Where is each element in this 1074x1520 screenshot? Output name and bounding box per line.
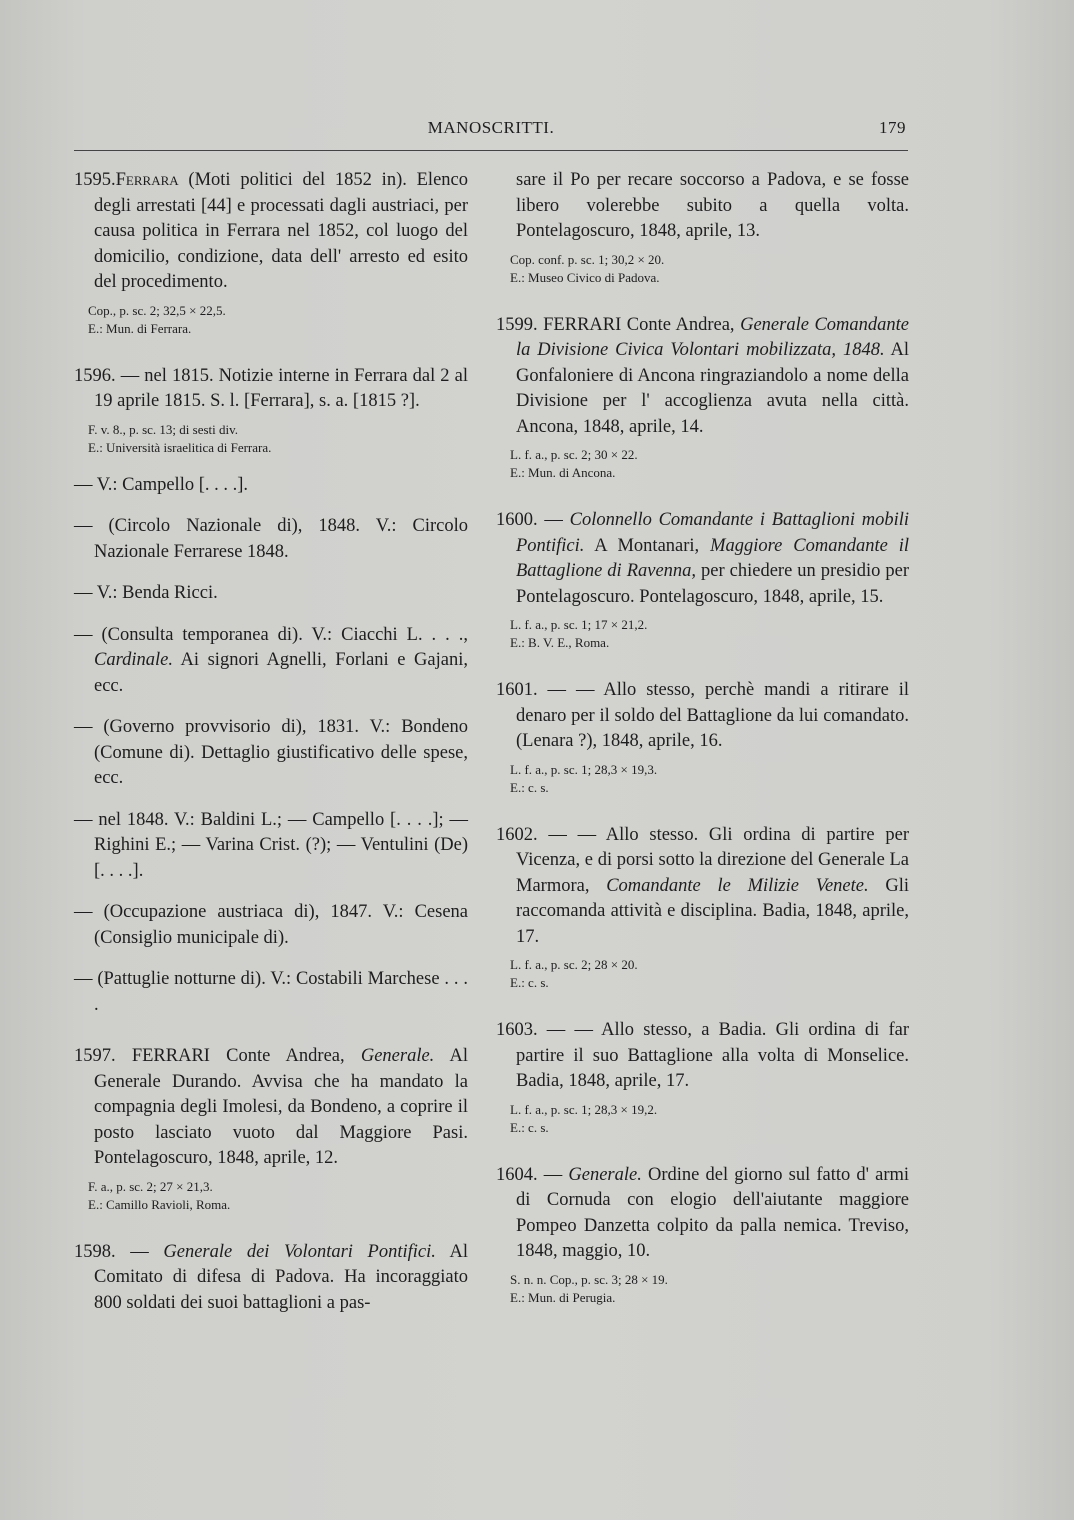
- entry-gap: [496, 797, 909, 823]
- meta-owner: E.: Museo Civico di Padova.: [510, 269, 660, 285]
- catalog-entry: [496, 508, 909, 610]
- entry-text: FERRARI Conte Andrea,: [537, 314, 741, 335]
- entry-italic: Generale dei Volontari Pontifici.: [163, 1241, 436, 1262]
- entry-gap: [74, 1018, 468, 1044]
- entry-number: 1604.: [496, 1164, 538, 1185]
- meta-description: L. f. a., p. sc. 1; 28,3 × 19,2.: [510, 1101, 658, 1117]
- entry-gap: [74, 884, 468, 900]
- entry-heading: Ferrara: [115, 170, 179, 190]
- catalog-entry: [74, 1240, 468, 1317]
- entry-gap: [74, 951, 468, 967]
- meta-owner: E.: Camillo Ravioli, Roma.: [88, 1196, 231, 1212]
- entry-gap: [496, 482, 909, 508]
- entry-text: — (Occupazione austriaca di), 1847. V.: Cesena (Consiglio municipale di).: [74, 902, 468, 948]
- entry-text: per chiedere un presidio per Pontelagoscuro. Pontelagoscuro, 1848, aprile, 15.: [516, 561, 909, 607]
- entry-text: — nel 1848. V.: Baldini L.; — Campello [. . . .]; — Righini E.; — Varina Crist. (?); — Ventulini (De) [. . . .].: [74, 809, 468, 881]
- entry-gap: [496, 1137, 909, 1163]
- entry-gap: [74, 699, 468, 715]
- entry-gap: [74, 792, 468, 808]
- entry-text: FERRARI Conte Andrea,: [115, 1046, 361, 1066]
- entry-italic: Colonnello Comandante i Battaglioni mobili Pontifici.: [516, 510, 909, 556]
- entry-italic: Generale.: [568, 1164, 642, 1185]
- entry-text: — (Circolo Nazionale di), 1848. V.: Circolo Nazionale Ferrarese 1848.: [74, 516, 468, 562]
- entry-text: A Montanari,: [584, 535, 711, 556]
- entry-number: 1598.: [74, 1241, 116, 1262]
- entry-text: — nel 1815. Notizie interne in Ferrara dal 2 al 19 aprile 1815. S. l. [Ferrara], s. a. [1815 ?].: [94, 365, 468, 411]
- entry-italic: Generale.: [360, 1046, 435, 1066]
- page-header: [74, 118, 908, 140]
- entry-number: 1600.: [496, 510, 538, 530]
- meta-description: F. a., p. sc. 2; 27 × 21,3.: [88, 1178, 213, 1194]
- catalog-entry: [74, 1044, 468, 1172]
- catalog-entry: [496, 168, 909, 245]
- sub-entry: [74, 581, 468, 607]
- entry-text: Al Comitato di difesa di Padova. Ha incoraggiato 800 soldati dei suoi battaglioni a pas-: [94, 1241, 468, 1313]
- entry-gap: [74, 498, 468, 514]
- sub-entry: [74, 514, 468, 565]
- catalog-entry: [496, 313, 909, 441]
- entry-gap: [74, 607, 468, 623]
- entry-text: — (Pattuglie notturne di). V.: Costabili Marchese . . . .: [74, 969, 468, 1015]
- meta-description: L. f. a., p. sc. 2; 30 × 22.: [510, 447, 638, 462]
- catalog-entry: [496, 823, 909, 951]
- catalog-entry: [74, 168, 468, 296]
- meta-owner: E.: Università israelitica di Ferrara.: [88, 439, 272, 455]
- entry-text: — V.: Benda Ricci.: [74, 583, 218, 603]
- entry-text: Al Gonfaloniere di Ancona ringraziandolo a nome della Divisione per l' accoglienza avuta nella città. Ancona, 1848, aprile, 14.: [516, 340, 909, 437]
- entry-meta: [496, 1101, 909, 1137]
- meta-owner: E.: Mun. di Ancona.: [510, 465, 616, 480]
- meta-description: S. n. n. Cop., p. sc. 3; 28 × 19.: [510, 1271, 668, 1287]
- entry-text: — V.: Campello [. . . .].: [74, 474, 249, 495]
- header-rule: [74, 150, 908, 151]
- entry-gap: [74, 1214, 468, 1240]
- entry-text: Ordine del giorno sul fatto d' armi di Cornuda con elogio dell'aiutante maggiore Pompeo Danzetta colpito da palla nemica. Treviso, 1848, maggio, 10.: [516, 1164, 910, 1261]
- entry-italic: Comandante le Milizie Venete.: [606, 875, 869, 896]
- entry-text: — — Allo stesso, a Badia. Gli ordina di far partire il suo Battaglione alla volta di Monselice. Badia, 1848, aprile, 17.: [516, 1020, 909, 1091]
- catalog-entry: [496, 1163, 909, 1265]
- entry-text: — (Consulta temporanea di). V.: Ciacchi L. . . .,: [74, 624, 468, 645]
- meta-owner: E.: c. s.: [510, 1119, 549, 1135]
- entry-text: Gli raccomanda attività e disciplina. Badia, 1848, aprile, 17.: [516, 875, 909, 947]
- right-column: [496, 168, 909, 1307]
- entry-italic: Cardinale.: [94, 650, 173, 670]
- entry-italic: Maggiore Comandante il Battaglione di Ravenna,: [516, 535, 909, 581]
- entry-text: —: [537, 510, 570, 530]
- catalog-entry: [496, 1018, 909, 1095]
- meta-owner: E.: B. V. E., Roma.: [510, 635, 610, 650]
- entry-meta: [74, 1178, 468, 1214]
- entry-number: 1602.: [496, 824, 538, 845]
- entry-meta: [496, 761, 909, 797]
- entry-number: 1595.: [74, 170, 116, 190]
- sub-entry: [74, 808, 468, 885]
- entry-number: 1601.: [496, 680, 538, 700]
- meta-owner: E.: Mun. di Ferrara.: [88, 320, 192, 336]
- meta-description: Cop. conf. p. sc. 1; 30,2 × 20.: [510, 251, 665, 267]
- entry-meta: [496, 1271, 909, 1307]
- entry-text: Al Generale Durando. Avvisa che ha mandato la compagnia degli Imolesi, da Bondeno, a coprire il posto lasciato vuoto dal Maggiore Pasi. Pontelagoscuro, 1848, aprile, 12.: [94, 1046, 469, 1168]
- entry-italic: Generale Comandante la Divisione Civica Volontari mobilizzata, 1848.: [516, 314, 909, 360]
- entry-meta: [496, 446, 909, 482]
- entry-meta: [496, 251, 909, 287]
- sub-entry: [74, 900, 468, 951]
- entry-text: — — Allo stesso, perchè mandi a ritirare il denaro per il soldo del Battaglione da lui comandato. (Lenara ?), 1848, aprile, 16.: [516, 680, 909, 751]
- entry-number: 1603.: [496, 1020, 538, 1040]
- meta-owner: E.: Mun. di Perugia.: [510, 1289, 616, 1305]
- catalog-entry: [496, 678, 909, 755]
- entry-gap: [74, 338, 468, 364]
- entry-text: (Moti politici del 1852 in). Elenco degli arrestati [44] e processati dagli austriaci, per causa politica in Ferrara nel 1852, col luogo del domicilio, condizione, data dell' arresto ed esito del procedimento.: [94, 170, 468, 292]
- entry-gap: [496, 652, 909, 678]
- meta-owner: E.: c. s.: [510, 975, 549, 990]
- sub-entry: [74, 623, 468, 700]
- running-title: MANOSCRITTI.: [427, 118, 555, 137]
- left-column: [74, 168, 468, 1316]
- meta-description: F. v. 8., p. sc. 13; di sesti div.: [88, 421, 239, 437]
- meta-description: L. f. a., p. sc. 1; 17 × 21,2.: [510, 617, 648, 632]
- entry-text: — (Governo provvisorio di), 1831. V.: Bondeno (Comune di). Dettaglio giustificativo delle spese, ecc.: [74, 717, 468, 788]
- entry-meta: [496, 616, 909, 652]
- page-number: 179: [879, 118, 906, 137]
- entry-meta: [74, 421, 468, 457]
- entry-number: 1597.: [74, 1046, 116, 1066]
- sub-entry: [74, 473, 468, 499]
- entry-number: 1599.: [496, 314, 538, 335]
- entry-gap: [496, 992, 909, 1018]
- entry-text: sare il Po per recare soccorso a Padova, e se fosse libero volerebbe subito a quella volta. Pontelagoscuro, 1848, aprile, 13.: [516, 170, 909, 241]
- entry-gap: [74, 457, 468, 473]
- sub-entry: [74, 715, 468, 792]
- meta-description: Cop., p. sc. 2; 32,5 × 22,5.: [88, 302, 226, 318]
- meta-description: L. f. a., p. sc. 2; 28 × 20.: [510, 957, 638, 972]
- entry-text: Ai signori Agnelli, Forlani e Gajani, ecc.: [94, 650, 468, 696]
- meta-owner: E.: c. s.: [510, 779, 549, 795]
- entry-meta: [74, 302, 468, 338]
- catalog-entry: [74, 364, 468, 415]
- entry-text: — — Allo stesso. Gli ordina di partire per Vicenza, e di porsi sotto la direzione del Generale La Marmora,: [516, 824, 909, 896]
- entry-number: 1596.: [74, 365, 116, 386]
- entry-meta: [496, 956, 909, 992]
- entry-gap: [74, 565, 468, 581]
- entry-gap: [496, 287, 909, 313]
- meta-description: L. f. a., p. sc. 1; 28,3 × 19,3.: [510, 761, 658, 777]
- sub-entry: [74, 967, 468, 1018]
- entry-text: —: [537, 1164, 569, 1185]
- entry-text: —: [115, 1241, 164, 1262]
